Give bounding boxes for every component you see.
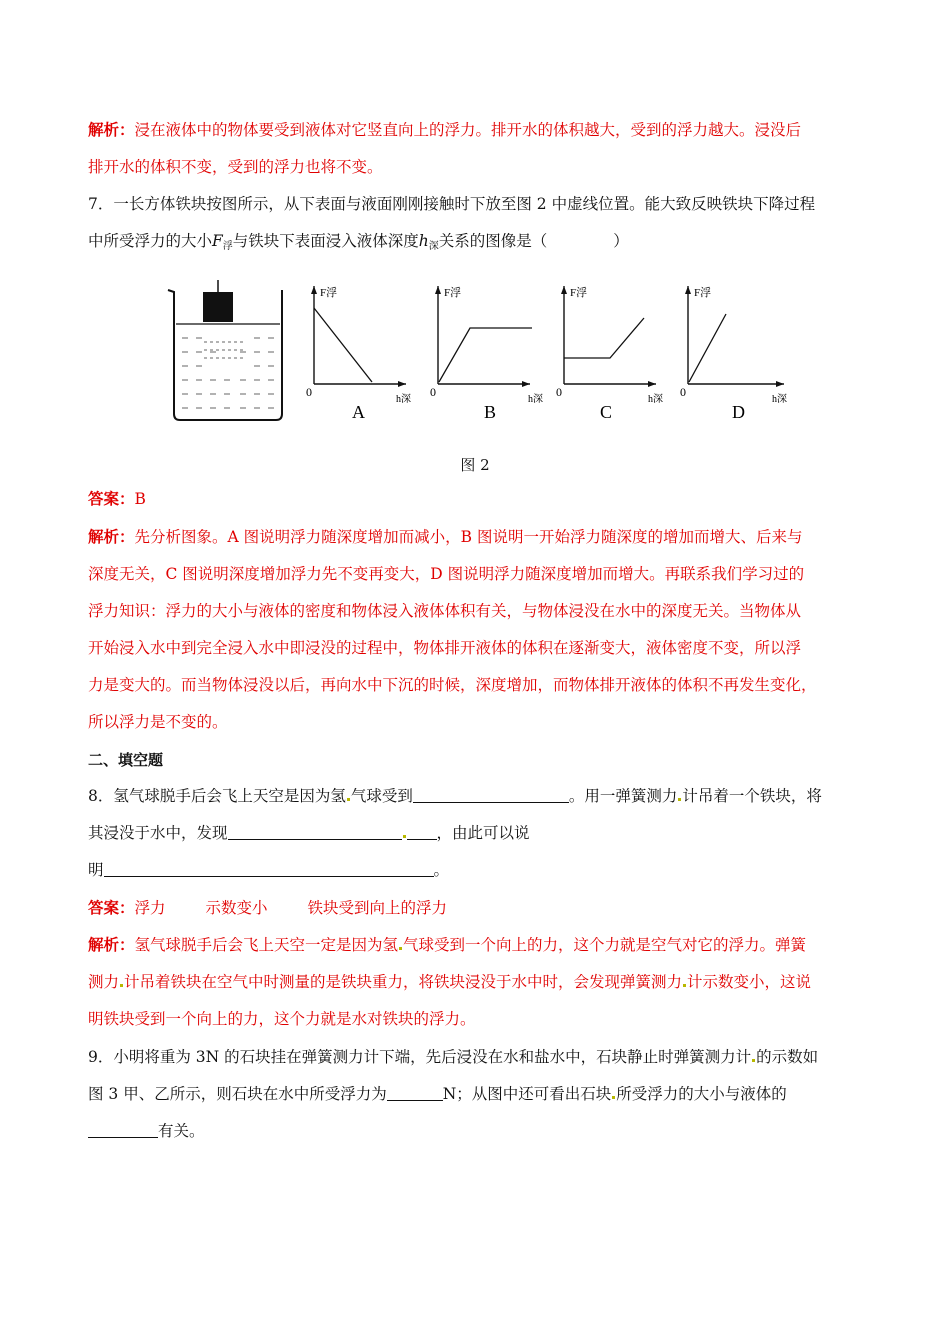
- mark-dot: [120, 984, 123, 987]
- question-text: 关系的图像是（: [438, 232, 548, 250]
- q9-line-1: [88, 1047, 818, 1067]
- answer-blank: [407, 823, 437, 840]
- x-axis-label: h深: [648, 394, 663, 405]
- q7-analysis-line-1: [88, 527, 802, 547]
- analysis-text: 测力: [88, 973, 120, 991]
- graph-d: [680, 286, 787, 422]
- mark-dot: [678, 798, 681, 801]
- mark-dot: [612, 1096, 615, 1099]
- question-text: ）: [613, 232, 629, 250]
- answer-blank: [387, 1084, 443, 1101]
- question-text: 的示数如: [756, 1048, 819, 1066]
- mark-dot: [347, 798, 350, 801]
- q7-analysis-line-4: [88, 638, 801, 658]
- q9-line-3: [88, 1121, 205, 1141]
- question-text: 7．一长方体铁块按图所示，从下表面与液面刚刚接触时下放至图 2 中虚线位置。能大致反映铁块下降过程: [88, 195, 816, 213]
- answer-blank: [228, 823, 402, 840]
- question-text: 8．氢气球脱手后会飞上天空是因为氢: [88, 787, 346, 805]
- figure-2: [160, 278, 800, 428]
- question-text: 明: [88, 861, 104, 879]
- answer-label: 答案：: [88, 898, 135, 917]
- q7-analysis-line-5: [88, 675, 817, 695]
- analysis-text: 力是变大的。而当物体浸没以后，再向水中下沉的时候，深度增加，而物体排开液体的体积不再发生变化，: [88, 676, 817, 694]
- analysis-label: 解析：: [88, 527, 135, 546]
- mark-dot: [403, 835, 406, 838]
- graph-letter: C: [600, 402, 613, 422]
- x-axis-label: h深: [396, 394, 411, 405]
- depth-subscript: 深: [428, 241, 439, 252]
- analysis-text: 浸在液体中的物体要受到液体对它竖直向上的浮力。排开水的体积越大，受到的浮力越大。浸没后: [134, 121, 802, 139]
- answer-blank: [413, 786, 569, 803]
- q7-line-1: [88, 194, 815, 214]
- answer-value: 示数变小: [205, 899, 268, 917]
- x-axis-label: h深: [528, 394, 543, 405]
- answer-value: 浮力: [134, 899, 166, 917]
- graph-a: [306, 286, 411, 422]
- question-text: 中所受浮力的大小: [88, 232, 213, 250]
- x-axis-label: h深: [772, 394, 787, 405]
- y-axis-label: F浮: [444, 287, 462, 299]
- q7-analysis-line-6: [88, 712, 228, 732]
- q8-line-2: [88, 823, 530, 843]
- analysis-label: 解析：: [88, 120, 135, 139]
- question-text: 。: [433, 861, 450, 879]
- analysis-text: 计吊着铁块在空气中时测量的是铁块重力，将铁块浸没于水中时，会发现弹簧测力: [124, 973, 683, 991]
- graph-c: [556, 286, 663, 422]
- question-text: 其浸没于水中，发现: [88, 824, 228, 842]
- q8-line-3: [88, 860, 449, 880]
- graph-letter: B: [484, 402, 497, 422]
- force-symbol: F: [212, 232, 223, 250]
- mark-dot: [683, 984, 686, 987]
- question-text: N；从图中还可看出石块: [442, 1085, 612, 1103]
- graph-letter: A: [352, 402, 365, 422]
- q8-analysis-line-3: [88, 1009, 476, 1029]
- origin-label: 0: [556, 385, 562, 399]
- figure-caption: 图 2: [460, 456, 490, 474]
- y-axis-label: F浮: [320, 287, 338, 299]
- q7-line-2: [88, 231, 629, 257]
- origin-label: 0: [430, 385, 436, 399]
- question-text: 与铁块下表面浸入液体深度: [232, 232, 419, 250]
- analysis-text: 深度无关，C 图说明深度增加浮力先不变再变大，D 图说明浮力随深度增加而增大。再联系我们学习过的: [88, 565, 805, 583]
- analysis-text: 排开水的体积不变，受到的浮力也将不变。: [88, 158, 383, 176]
- analysis-text: 所以浮力是不变的。: [88, 713, 228, 731]
- q7-analysis-line-3: [88, 601, 801, 621]
- mark-dot: [399, 947, 402, 950]
- y-axis-label: F浮: [570, 287, 588, 299]
- beaker-diagram: [168, 280, 282, 420]
- q9-line-2: [88, 1084, 787, 1104]
- question-text: 所受浮力的大小与液体的: [616, 1085, 787, 1103]
- analysis-label: 解析：: [88, 935, 135, 954]
- question-text: 有关。: [158, 1122, 205, 1140]
- y-axis-label: F浮: [694, 287, 712, 299]
- analysis-text: 氢气球脱手后会飞上天空一定是因为氢: [134, 936, 399, 954]
- analysis-text: 计示数变小，这说: [687, 973, 812, 991]
- q8-analysis-line-1: [88, 935, 806, 955]
- q8-answer: [88, 898, 447, 918]
- q8-line-1: [88, 786, 822, 806]
- origin-label: 0: [306, 385, 312, 399]
- q6-analysis-line-2: [88, 157, 383, 177]
- q7-answer: [88, 489, 146, 509]
- q7-analysis-line-2: [88, 564, 804, 584]
- analysis-text: 气球受到一个向上的力，这个力就是空气对它的浮力。弹簧: [403, 936, 807, 954]
- depth-symbol: h: [418, 232, 429, 250]
- force-subscript: 浮: [222, 241, 233, 252]
- question-text: 气球受到: [350, 787, 413, 805]
- question-text: 。用一弹簧测力: [568, 787, 678, 805]
- analysis-text: 先分析图象。A 图说明浮力随深度增加而减小，B 图说明一开始浮力随深度的增加而增大、后来与: [134, 528, 803, 546]
- question-text: 图 3 甲、乙所示，则石块在水中所受浮力为: [88, 1085, 387, 1103]
- answer-value: B: [134, 490, 146, 508]
- answer-label: 答案：: [88, 489, 135, 508]
- answer-value: 铁块受到向上的浮力: [307, 899, 448, 917]
- graph-letter: D: [732, 402, 745, 422]
- q6-analysis-line-1: [88, 120, 801, 140]
- section-heading: 二、填空题: [88, 751, 164, 769]
- graph-b: [430, 286, 543, 422]
- question-text: 9．小明将重为 3N 的石块挂在弹簧测力计下端，先后浸没在水和盐水中，石块静止时弹簧测力计: [88, 1048, 752, 1066]
- question-text: 计吊着一个铁块，将: [682, 787, 822, 805]
- analysis-text: 开始浸入水中到完全浸入水中即浸没的过程中，物体排开液体的体积在逐渐变大，液体密度不变，所以浮: [88, 639, 802, 657]
- question-text: ，由此可以说: [436, 824, 530, 842]
- analysis-text: 明铁块受到一个向上的力，这个力就是水对铁块的浮力。: [88, 1010, 476, 1028]
- q8-analysis-line-2: [88, 972, 811, 992]
- answer-blank: [104, 860, 434, 877]
- origin-label: 0: [680, 385, 686, 399]
- analysis-text: 浮力知识：浮力的大小与液体的密度和物体浸入液体体积有关，与物体浸没在水中的深度无关。当物体从: [88, 602, 802, 620]
- answer-blank: [88, 1121, 158, 1138]
- mark-dot: [752, 1059, 755, 1062]
